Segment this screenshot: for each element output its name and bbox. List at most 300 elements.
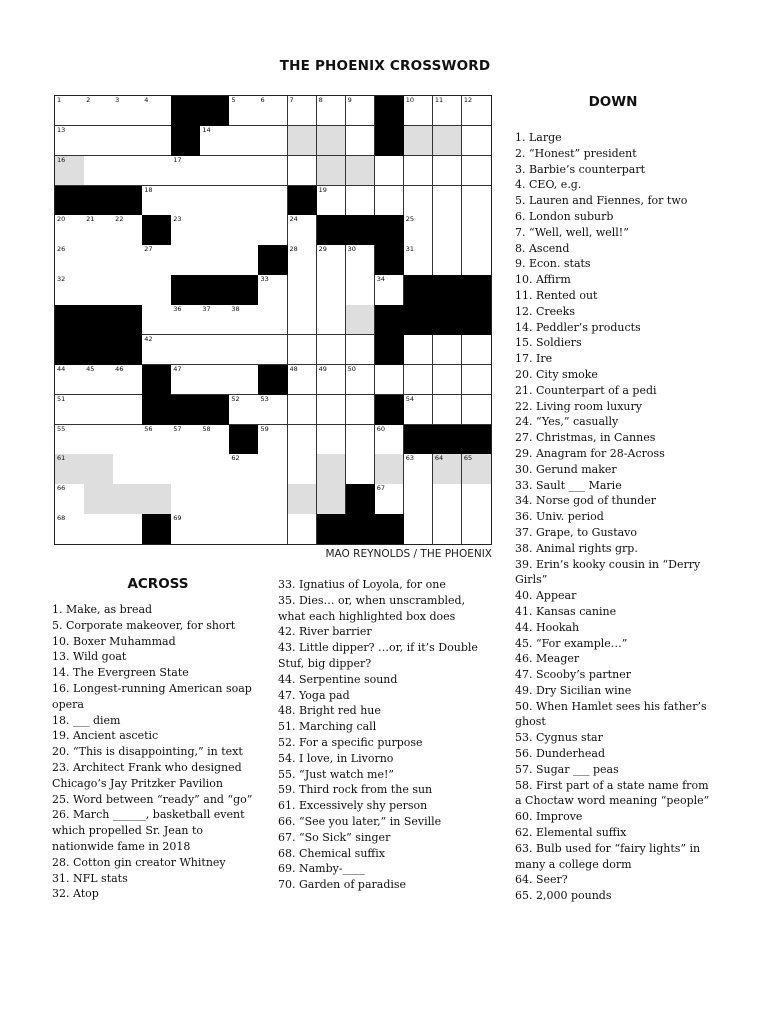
cell-number: 67 xyxy=(376,484,385,493)
black-square xyxy=(55,186,85,216)
grid-cell[interactable] xyxy=(288,395,318,425)
cell-number: 54 xyxy=(405,394,415,403)
black-square xyxy=(375,215,405,245)
grid-cell[interactable] xyxy=(200,305,230,335)
grid-cell[interactable] xyxy=(462,186,491,216)
grid-cell[interactable] xyxy=(258,275,288,305)
grid-cell[interactable] xyxy=(113,484,143,514)
grid-cell[interactable] xyxy=(375,275,405,305)
clue: 39. Erin’s kooky cousin in “Derry Girls” xyxy=(515,557,701,587)
grid-cell[interactable] xyxy=(433,156,463,186)
grid-cell[interactable] xyxy=(317,275,347,305)
cell-number: 52 xyxy=(231,394,240,403)
black-square xyxy=(375,96,405,126)
grid-cell[interactable] xyxy=(171,245,201,275)
grid-cell[interactable] xyxy=(229,156,259,186)
grid-cell[interactable] xyxy=(55,275,85,305)
grid-cell[interactable] xyxy=(404,395,434,425)
clue: 26. March ______, basketball event which propelled Sr. Jean to nationwide fame in 2018 xyxy=(52,808,245,853)
grid-cell[interactable] xyxy=(84,215,114,245)
cell-number: 51 xyxy=(57,394,66,403)
grid-cell[interactable] xyxy=(346,156,376,186)
grid-cell[interactable] xyxy=(84,126,114,156)
black-square xyxy=(142,514,172,544)
grid-cell[interactable] xyxy=(346,96,376,126)
grid-cell[interactable] xyxy=(462,126,491,156)
clue: 5. Lauren and Fiennes, for two xyxy=(515,194,688,208)
grid-cell[interactable] xyxy=(258,96,288,126)
clue: 70. Garden of paradise xyxy=(278,878,407,892)
grid-cell[interactable] xyxy=(171,305,201,335)
grid-cell[interactable] xyxy=(462,454,491,484)
down-heading: DOWN xyxy=(588,94,638,110)
grid-cell[interactable] xyxy=(288,305,318,335)
cell-number: 19 xyxy=(318,185,327,194)
grid-cell[interactable] xyxy=(346,245,376,275)
cell-number: 1 xyxy=(57,96,62,104)
clue: 65. 2,000 pounds xyxy=(515,889,612,903)
grid-cell[interactable] xyxy=(113,425,143,455)
grid-cell[interactable] xyxy=(258,454,288,484)
grid-cell[interactable] xyxy=(288,96,318,126)
grid-cell[interactable] xyxy=(200,425,230,455)
clue: 44. Serpentine sound xyxy=(278,672,398,686)
grid-cell[interactable] xyxy=(229,365,259,395)
cell-number: 9 xyxy=(347,96,352,104)
grid-cell[interactable] xyxy=(84,454,114,484)
clue: 12. Creeks xyxy=(515,304,575,318)
grid-cell[interactable] xyxy=(433,335,463,365)
grid-cell[interactable] xyxy=(433,245,463,275)
clue: 63. Bulb used for “fairy lights” in many a college dorm xyxy=(515,841,701,871)
grid-cell[interactable] xyxy=(346,275,376,305)
grid-cell[interactable] xyxy=(258,126,288,156)
grid-cell[interactable] xyxy=(375,454,405,484)
grid-cell[interactable] xyxy=(258,305,288,335)
grid-cell[interactable] xyxy=(142,454,172,484)
grid-cell[interactable] xyxy=(142,425,172,455)
cell-number: 29 xyxy=(318,245,327,254)
cell-number: 61 xyxy=(57,454,66,463)
grid-cell[interactable] xyxy=(346,305,376,335)
grid-cell[interactable] xyxy=(55,156,85,186)
crossword-grid xyxy=(54,95,492,545)
grid-cell[interactable] xyxy=(113,365,143,395)
grid-cell[interactable] xyxy=(404,96,434,126)
cell-number: 49 xyxy=(318,364,327,373)
clue: 7. “Well, well, well!” xyxy=(515,225,629,239)
grid-cell[interactable] xyxy=(433,395,463,425)
grid-cell[interactable] xyxy=(55,245,85,275)
cell-number: 45 xyxy=(86,364,95,373)
clue: 1. Large xyxy=(515,131,562,144)
grid-cell[interactable] xyxy=(142,275,172,305)
grid-cell[interactable] xyxy=(258,335,288,365)
black-square xyxy=(462,305,491,335)
cell-number: 26 xyxy=(57,245,66,254)
grid-cell[interactable] xyxy=(229,305,259,335)
grid-cell[interactable] xyxy=(113,96,143,126)
clue: 43. Little dipper? …or, if it’s Double Stuf, big dipper? xyxy=(278,641,478,670)
clue: 25. Word between “ready” and “go” xyxy=(52,792,253,806)
grid-cell[interactable] xyxy=(229,215,259,245)
puzzle-title: THE PHOENIX CROSSWORD xyxy=(279,58,491,74)
grid-cell[interactable] xyxy=(258,395,288,425)
grid-cell[interactable] xyxy=(288,335,318,365)
grid-cell[interactable] xyxy=(433,484,463,514)
black-square xyxy=(142,215,172,245)
grid-cell[interactable] xyxy=(229,126,259,156)
clue: 33. Sault ___ Marie xyxy=(515,478,622,492)
black-square xyxy=(404,425,434,455)
grid-cell[interactable] xyxy=(84,275,114,305)
grid-cell[interactable] xyxy=(171,425,201,455)
clue: 52. For a specific purpose xyxy=(278,735,423,749)
black-square xyxy=(346,215,376,245)
clue: 46. Meager xyxy=(515,652,580,666)
grid-cell[interactable] xyxy=(200,484,230,514)
grid-cell[interactable] xyxy=(433,186,463,216)
clue: 17. Ire xyxy=(515,352,553,366)
grid-cell[interactable] xyxy=(171,365,201,395)
black-square xyxy=(375,126,405,156)
grid-cell[interactable] xyxy=(200,215,230,245)
grid-cell[interactable] xyxy=(84,365,114,395)
grid-cell[interactable] xyxy=(171,484,201,514)
black-square xyxy=(84,305,114,335)
black-square xyxy=(84,186,114,216)
cell-number: 37 xyxy=(202,305,211,314)
across-clue-list-1 xyxy=(52,602,266,902)
grid-cell[interactable] xyxy=(346,425,376,455)
grid-cell[interactable] xyxy=(404,335,434,365)
grid-cell[interactable] xyxy=(55,96,85,126)
cell-number: 34 xyxy=(376,275,385,284)
clue: 54. I love, in Livorno xyxy=(278,751,394,765)
grid-cell[interactable] xyxy=(229,514,259,544)
clue: 22. Living room luxury xyxy=(515,399,642,413)
grid-cell[interactable] xyxy=(346,335,376,365)
grid-cell[interactable] xyxy=(404,126,434,156)
clue: 20. City smoke xyxy=(515,367,598,381)
cell-number: 63 xyxy=(405,454,415,463)
grid-cell[interactable] xyxy=(462,156,491,186)
black-square xyxy=(200,395,230,425)
grid-cell[interactable] xyxy=(317,454,347,484)
grid-cell[interactable] xyxy=(229,245,259,275)
black-square xyxy=(375,245,405,275)
grid-cell[interactable] xyxy=(200,245,230,275)
clue: 42. River barrier xyxy=(278,625,372,639)
clue: 2. “Honest” president xyxy=(515,146,637,160)
grid-cell[interactable] xyxy=(288,514,318,544)
clue: 50. When Hamlet sees his father’s ghost xyxy=(515,699,707,729)
cell-number: 30 xyxy=(347,245,356,254)
grid-cell[interactable] xyxy=(317,126,347,156)
grid-cell[interactable] xyxy=(433,514,463,544)
grid-cell[interactable] xyxy=(55,215,85,245)
grid-cell[interactable] xyxy=(317,365,347,395)
grid-cell[interactable] xyxy=(171,215,201,245)
grid-cell[interactable] xyxy=(462,484,491,514)
grid-cell[interactable] xyxy=(433,215,463,245)
grid-cell[interactable] xyxy=(142,245,172,275)
grid-cell[interactable] xyxy=(84,514,114,544)
cell-number: 57 xyxy=(173,424,182,433)
grid-cell[interactable] xyxy=(404,365,434,395)
grid-cell[interactable] xyxy=(375,425,405,455)
grid-cell[interactable] xyxy=(171,156,201,186)
clue: 24. “Yes,” casually xyxy=(515,415,619,429)
grid-cell[interactable] xyxy=(113,514,143,544)
grid-cell[interactable] xyxy=(84,395,114,425)
grid-cell[interactable] xyxy=(200,335,230,365)
clue: 38. Animal rights grp. xyxy=(515,541,638,555)
grid-cell[interactable] xyxy=(142,96,172,126)
grid-cell[interactable] xyxy=(171,514,201,544)
grid-cell[interactable] xyxy=(55,395,85,425)
grid-cell[interactable] xyxy=(55,126,85,156)
grid-cell[interactable] xyxy=(229,454,259,484)
grid-cell[interactable] xyxy=(55,365,85,395)
grid-cell[interactable] xyxy=(404,484,434,514)
cell-number: 66 xyxy=(57,484,66,493)
grid-cell[interactable] xyxy=(462,335,491,365)
grid-cell[interactable] xyxy=(55,425,85,455)
grid-cell[interactable] xyxy=(317,484,347,514)
grid-cell[interactable] xyxy=(142,186,172,216)
grid-cell[interactable] xyxy=(288,365,318,395)
grid-cell[interactable] xyxy=(288,126,318,156)
grid-cell[interactable] xyxy=(288,454,318,484)
grid-cell[interactable] xyxy=(84,156,114,186)
grid-cell[interactable] xyxy=(462,365,491,395)
grid-cell[interactable] xyxy=(84,425,114,455)
black-square xyxy=(113,186,143,216)
grid-cell[interactable] xyxy=(346,186,376,216)
grid-cell[interactable] xyxy=(113,245,143,275)
grid-cell[interactable] xyxy=(462,96,491,126)
grid-cell[interactable] xyxy=(375,484,405,514)
clue: 69. Namby-____ xyxy=(278,862,365,876)
black-square xyxy=(229,425,259,455)
clue: 53. Cygnus star xyxy=(515,731,603,745)
grid-cell[interactable] xyxy=(317,96,347,126)
grid-cell[interactable] xyxy=(171,454,201,484)
clue: 36. Univ. period xyxy=(515,510,604,524)
grid-cell[interactable] xyxy=(200,186,230,216)
grid-cell[interactable] xyxy=(317,425,347,455)
clue: 11. Rented out xyxy=(515,288,598,302)
black-square xyxy=(258,245,288,275)
grid-cell[interactable] xyxy=(317,245,347,275)
cell-number: 23 xyxy=(173,215,182,224)
grid-cell[interactable] xyxy=(142,484,172,514)
black-square xyxy=(317,215,347,245)
grid-cell[interactable] xyxy=(346,395,376,425)
cell-number: 16 xyxy=(57,155,66,164)
cell-number: 25 xyxy=(405,215,415,224)
grid-cell[interactable] xyxy=(288,275,318,305)
clue: 59. Third rock from the sun xyxy=(278,783,433,797)
cell-number: 11 xyxy=(434,96,444,104)
cell-number: 4 xyxy=(144,96,149,104)
grid-cell[interactable] xyxy=(288,425,318,455)
grid-cell[interactable] xyxy=(113,126,143,156)
grid-cell[interactable] xyxy=(113,215,143,245)
cell-number: 38 xyxy=(231,305,240,314)
cell-number: 59 xyxy=(260,424,269,433)
black-square xyxy=(375,514,405,544)
black-square xyxy=(84,335,114,365)
cell-number: 8 xyxy=(318,96,323,104)
grid-cell[interactable] xyxy=(375,186,405,216)
grid-cell[interactable] xyxy=(375,156,405,186)
grid-cell[interactable] xyxy=(171,335,201,365)
grid-cell[interactable] xyxy=(258,484,288,514)
clue: 3. Barbie’s counterpart xyxy=(515,162,646,176)
black-square xyxy=(404,305,434,335)
grid-cell[interactable] xyxy=(346,454,376,484)
cell-number: 36 xyxy=(173,305,182,314)
grid-cell[interactable] xyxy=(229,186,259,216)
cell-number: 64 xyxy=(434,454,444,463)
clue: 18. ___ diem xyxy=(52,713,121,727)
grid-cell[interactable] xyxy=(200,514,230,544)
grid-cell[interactable] xyxy=(346,365,376,395)
grid-cell[interactable] xyxy=(258,156,288,186)
clue: 51. Marching call xyxy=(278,720,377,734)
grid-cell[interactable] xyxy=(55,514,85,544)
clue: 16. Longest-running American soap opera xyxy=(52,681,252,711)
grid-cell[interactable] xyxy=(433,454,463,484)
cell-number: 69 xyxy=(173,514,182,523)
black-square xyxy=(171,126,201,156)
grid-cell[interactable] xyxy=(142,126,172,156)
grid-cell[interactable] xyxy=(433,126,463,156)
clue: 35. Dies… or, when unscrambled, what each highlighted box does xyxy=(278,593,466,623)
black-square xyxy=(142,365,172,395)
grid-cell[interactable] xyxy=(229,335,259,365)
grid-cell[interactable] xyxy=(84,245,114,275)
black-square xyxy=(346,484,376,514)
grid-cell[interactable] xyxy=(200,454,230,484)
clue: 49. Dry Sicilian wine xyxy=(515,683,632,697)
grid-cell[interactable] xyxy=(113,275,143,305)
cell-number: 48 xyxy=(289,364,298,373)
grid-cell[interactable] xyxy=(200,156,230,186)
grid-cell[interactable] xyxy=(288,215,318,245)
grid-cell[interactable] xyxy=(462,514,491,544)
black-square xyxy=(375,335,405,365)
clue: 47. Scooby’s partner xyxy=(515,668,631,682)
grid-cell[interactable] xyxy=(288,245,318,275)
clue: 14. Peddler’s products xyxy=(515,320,641,334)
clue: 10. Affirm xyxy=(515,273,571,287)
grid-cell[interactable] xyxy=(258,514,288,544)
cell-number: 27 xyxy=(144,245,153,254)
grid-cell[interactable] xyxy=(375,365,405,395)
grid-cell[interactable] xyxy=(317,156,347,186)
cell-number: 31 xyxy=(405,245,415,254)
grid-cell[interactable] xyxy=(404,215,434,245)
grid-cell[interactable] xyxy=(462,245,491,275)
grid-cell[interactable] xyxy=(317,186,347,216)
grid-cell[interactable] xyxy=(142,335,172,365)
clue: 45. “For example…” xyxy=(515,636,628,650)
clue: 19. Ancient ascetic xyxy=(52,729,159,743)
cell-number: 6 xyxy=(260,96,265,104)
grid-cell[interactable] xyxy=(433,365,463,395)
grid-cell[interactable] xyxy=(200,126,230,156)
grid-cell[interactable] xyxy=(258,425,288,455)
grid-cell[interactable] xyxy=(229,484,259,514)
grid-cell[interactable] xyxy=(171,186,201,216)
clue: 66. “See you later,” in Seville xyxy=(278,814,442,828)
grid-cell[interactable] xyxy=(113,395,143,425)
grid-cell[interactable] xyxy=(317,335,347,365)
clue: 8. Ascend xyxy=(515,241,570,255)
grid-cell[interactable] xyxy=(84,484,114,514)
grid-cell[interactable] xyxy=(229,395,259,425)
grid-cell[interactable] xyxy=(317,305,347,335)
grid-cell[interactable] xyxy=(288,484,318,514)
grid-cell[interactable] xyxy=(317,395,347,425)
grid-cell[interactable] xyxy=(142,156,172,186)
grid-cell[interactable] xyxy=(258,215,288,245)
cell-number: 46 xyxy=(115,364,124,373)
grid-cell[interactable] xyxy=(346,126,376,156)
grid-cell[interactable] xyxy=(200,365,230,395)
clue: 15. Soldiers xyxy=(515,336,582,350)
grid-cell[interactable] xyxy=(462,395,491,425)
cell-number: 24 xyxy=(289,215,298,224)
grid-cell[interactable] xyxy=(404,186,434,216)
grid-cell[interactable] xyxy=(404,156,434,186)
cell-number: 18 xyxy=(144,185,153,194)
grid-cell[interactable] xyxy=(462,215,491,245)
clue: 62. Elemental suffix xyxy=(515,826,627,840)
cell-number: 68 xyxy=(57,514,66,523)
grid-cell[interactable] xyxy=(55,484,85,514)
grid-cell[interactable] xyxy=(433,96,463,126)
black-square xyxy=(200,275,230,305)
grid-cell[interactable] xyxy=(113,156,143,186)
grid-cell[interactable] xyxy=(404,245,434,275)
black-square xyxy=(433,425,463,455)
clue: 34. Norse god of thunder xyxy=(515,494,657,508)
clue: 31. NFL stats xyxy=(52,871,128,885)
grid-cell[interactable] xyxy=(142,305,172,335)
grid-cell[interactable] xyxy=(113,454,143,484)
grid-cell[interactable] xyxy=(288,156,318,186)
grid-cell[interactable] xyxy=(404,514,434,544)
grid-cell[interactable] xyxy=(55,454,85,484)
clue: 14. The Evergreen State xyxy=(52,666,189,680)
clue: 9. Econ. stats xyxy=(515,257,591,271)
black-square xyxy=(142,395,172,425)
cell-number: 5 xyxy=(231,96,236,104)
clue: 30. Gerund maker xyxy=(515,462,617,476)
clue: 20. “This is disappointing,” in text xyxy=(52,745,243,759)
cell-number: 42 xyxy=(144,334,153,343)
grid-cell[interactable] xyxy=(84,96,114,126)
clue: 10. Boxer Muhammad xyxy=(52,634,176,648)
grid-cell[interactable] xyxy=(404,454,434,484)
clue: 40. Appear xyxy=(515,589,577,603)
grid-cell[interactable] xyxy=(258,186,288,216)
grid-cell[interactable] xyxy=(229,96,259,126)
